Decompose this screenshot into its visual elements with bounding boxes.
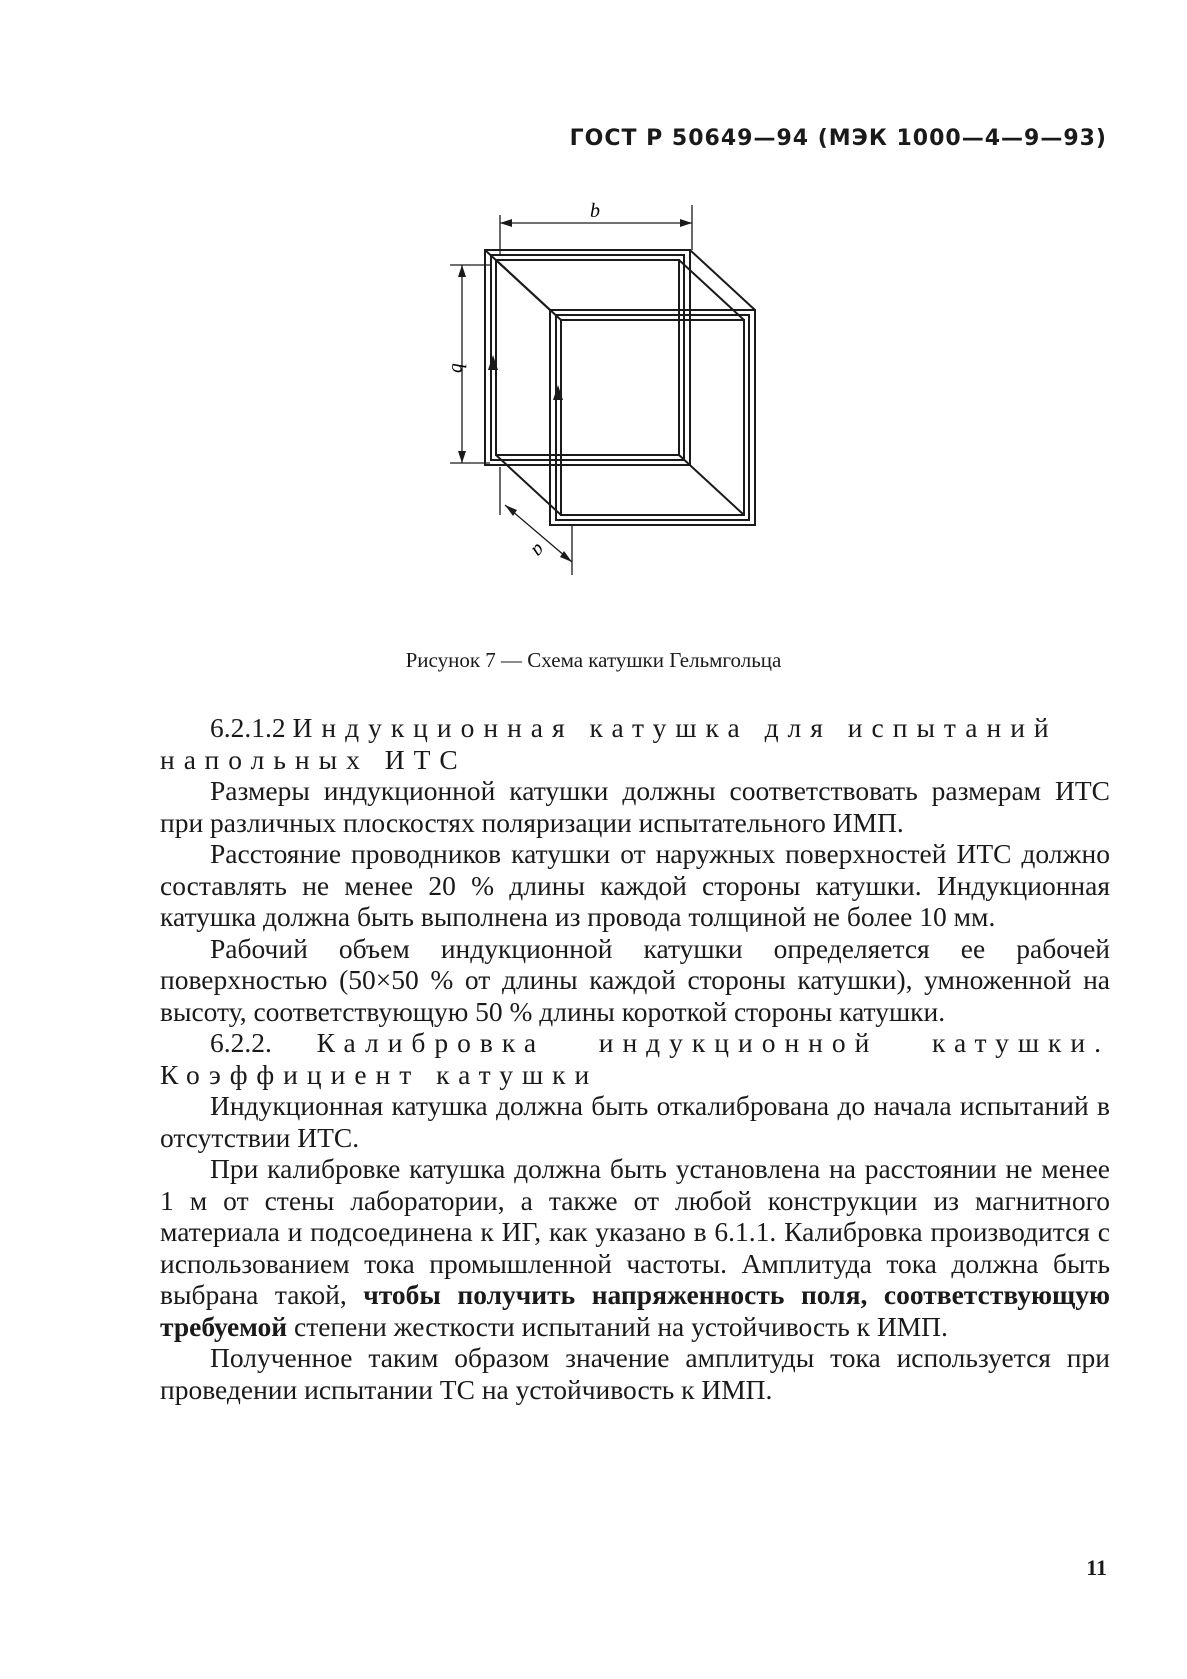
document-header: ГОСТ Р 50649—94 (МЭК 1000—4—9—93) bbox=[569, 126, 1107, 151]
helmholtz-coil-figure bbox=[447, 200, 840, 625]
section-title: Индукционная катушка для испытаний bbox=[292, 712, 1058, 743]
page-number: 11 bbox=[1086, 1555, 1107, 1580]
label-b-side: b bbox=[447, 363, 469, 373]
paragraph: Расстояние проводников катушки от наружных поверхностей ИТС должно составлять не менее 20 % длины каждой стороны катушки. Индукционная катушка должна быть выполнена из провода толщиной не более 10 мм. bbox=[160, 838, 1110, 932]
label-b-top: b bbox=[590, 200, 600, 222]
paragraph: Индукционная катушка должна быть откалибрована до начала испытаний в отсутствии ИТС. bbox=[160, 1090, 1110, 1153]
figure-caption: Рисунок 7 — Схема катушки Гельмгольца bbox=[405, 648, 782, 672]
paragraph-bold-part: чтобы получить напряженность поля, соответствующую требуемой bbox=[160, 1279, 1110, 1342]
section-title-continued: напольных ИТС bbox=[160, 743, 467, 775]
section-heading-6-2-2 bbox=[160, 1027, 1110, 1090]
section-number: 6.2.1.2 bbox=[210, 712, 286, 743]
paragraph bbox=[160, 1153, 1110, 1342]
back-coil-frame bbox=[485, 250, 690, 465]
paragraph-part: При калибровке катушка должна быть установлена на расстоянии не менее 1 м от стены лаборатории, а также от любой конструкции из магнитного материала и подсоединена к ИГ, как указано в 6.1.1. Калибровка производится с использованием тока промышленной частоты. Амплитуда тока должна быть выбрана такой, bbox=[160, 1153, 1110, 1310]
coil-diagram bbox=[447, 200, 840, 625]
paragraph: Размеры индукционной катушки должны соответствовать размерам ИТС при различных плоскостях поляризации испытательного ИМП. bbox=[160, 775, 1110, 838]
paragraph-part: степени жесткости испытаний на устойчивость к ИМП. bbox=[294, 1310, 948, 1342]
front-coil-frame bbox=[550, 310, 755, 525]
label-a: a bbox=[527, 539, 551, 563]
section-number: 6.2.2. bbox=[210, 1027, 272, 1058]
body-text bbox=[160, 712, 1110, 1405]
section-heading-6-2-1-2 bbox=[160, 712, 1110, 775]
paragraph: Рабочий объем индукционной катушки определяется ее рабочей поверхностью (50×50 % от длины каждой стороны катушки), умноженной на высоту, соответствующую 50 % длины короткой стороны катушки. bbox=[160, 932, 1110, 1027]
paragraph: Полученное таким образом значение амплитуды тока используется при проведении испытании ТС на устойчивость к ИМП. bbox=[160, 1342, 1110, 1405]
section-title: Калибровка индукционной катушки. Коэффициент катушки bbox=[160, 1027, 1111, 1090]
